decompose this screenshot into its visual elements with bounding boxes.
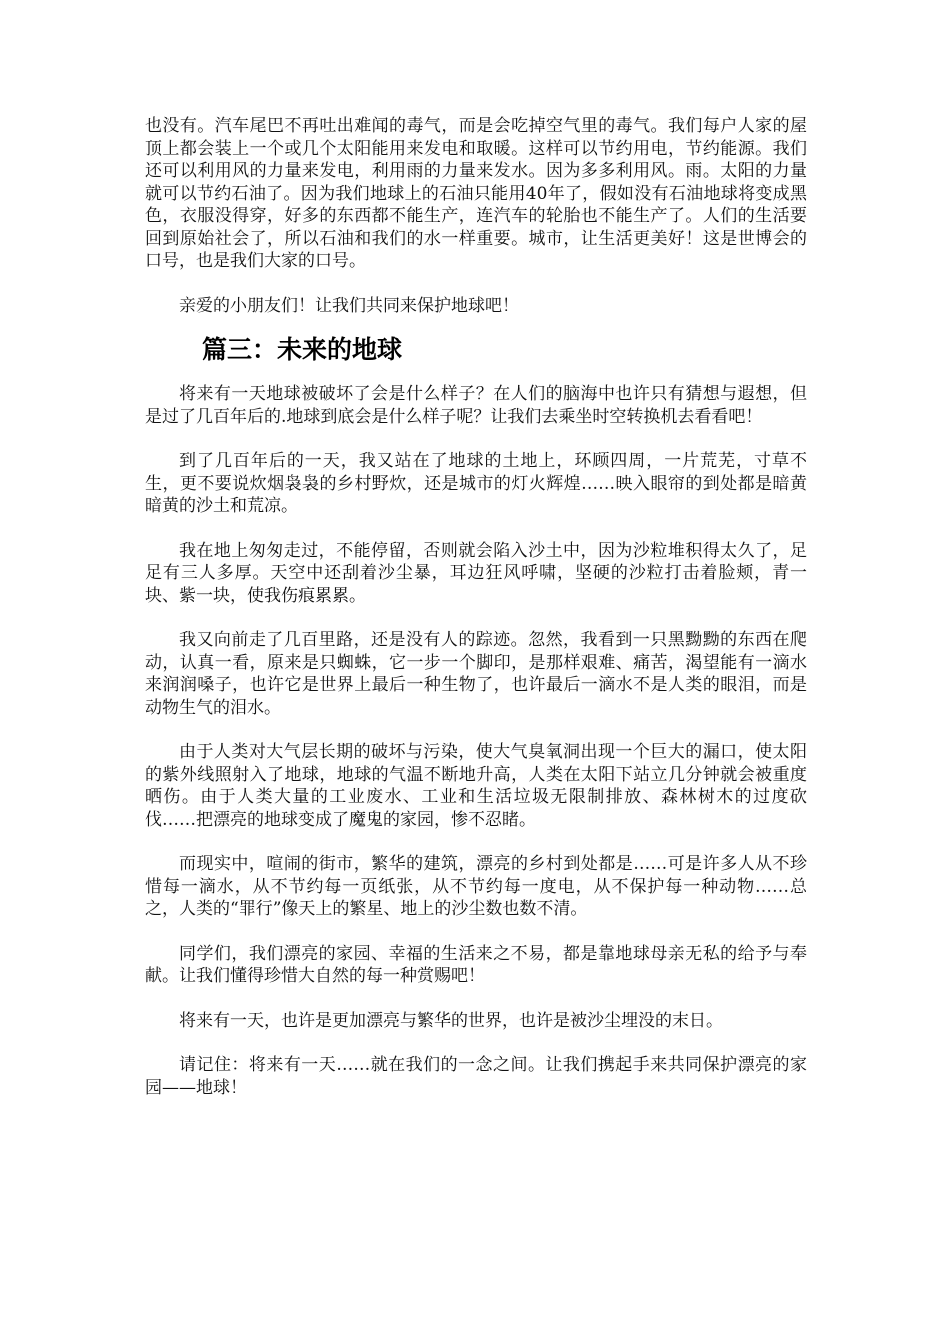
paragraph-2: 到了几百年后的一天，我又站在了地球的土地上，环顾四周，一片荒芜，寸草不生，更不要说炊烟袅袅的乡村野炊，还是城市的灯火辉煌……映入眼帘的到处都是暗黄暗黄的沙土和荒凉。 bbox=[145, 451, 807, 516]
paragraph-3: 我在地上匆匆走过，不能停留，否则就会陷入沙土中，因为沙粒堆积得太久了，足足有三人多厚。天空中还刮着沙尘暴，耳边狂风呼啸，坚硬的沙粒打击着脸颊，青一块、紫一块，使我伤痕累累。 bbox=[145, 540, 807, 606]
paragraph-8: 将来有一天，也许是更加漂亮与繁华的世界，也许是被沙尘埋没的末日。 bbox=[179, 1010, 723, 1031]
continuation-paragraph: 也没有。汽车尾巴不再吐出难闻的毒气，而是会吃掉空气里的毒气。我们每户人家的屋顶上都会装上一个或几个太阳能用来发电和取暖。这样可以节约用电，节约能源。我们还可以利用风的力量来发电，利用雨的力量来发水。因为多多利用风。雨。太阳的力量就可以节约石油了。因为我们地球上的石油只能用40年了，假如没有石油地球将变成黑色，衣服没得穿，好多的东西都不能生产，连汽车的轮胎也不能生产了。人们的生活要回到原始社会了，所以石油和我们的水一样重要。城市，让生活更美好！这是世博会的口号，也是我们大家的口号。 bbox=[145, 116, 807, 271]
paragraph-1: 将来有一天地球被破坏了会是什么样子？在人们的脑海中也许只有猜想与遐想，但是过了几百年后的.地球到底会是什么样子呢？让我们去乘坐时空转换机去看看吧！ bbox=[145, 384, 807, 427]
closing-line: 亲爱的小朋友们！让我们共同来保护地球吧！ bbox=[179, 295, 519, 316]
paragraph-9: 请记住：将来有一天……就在我们的一念之间。让我们携起手来共同保护漂亮的家园——地球！ bbox=[145, 1055, 807, 1098]
paragraph-4: 我又向前走了几百里路，还是没有人的踪迹。忽然，我看到一只黑黝黝的东西在爬动，认真一看，原来是只蜘蛛，它一步一个脚印，是那样艰难、痛苦，渴望能有一滴水来润润嗓子，也许它是世界上最后一种生物了，也许最后一滴水不是人类的眼泪，而是动物生气的泪水。 bbox=[145, 630, 807, 718]
paragraph-5: 由于人类对大气层长期的破坏与污染，使大气臭氧洞出现一个巨大的漏口，使太阳的紫外线照射入了地球，地球的气温不断地升高，人类在太阳下站立几分钟就会被重度晒伤。由于人类大量的工业废水、工业和生活垃圾无限制排放、森林树木的过度砍伐……把漂亮的地球变成了魔鬼的家园，惨不忍睹。 bbox=[145, 742, 807, 830]
paragraph-6: 而现实中，喧闹的街市，繁华的建筑，漂亮的乡村到处都是……可是许多人从不珍惜每一滴水，从不节约每一页纸张，从不节约每一度电，从不保护每一种动物……总之，人类的“罪行”像天上的繁星、地上的沙尘数也数不清。 bbox=[145, 854, 807, 919]
document-body bbox=[145, 115, 807, 1099]
paragraph-7: 同学们，我们漂亮的家园、幸福的生活来之不易，都是靠地球母亲无私的给予与奉献。让我们懂得珍惜大自然的每一种赏赐吧！ bbox=[145, 943, 807, 986]
section-heading: 篇三：未来的地球 bbox=[202, 335, 403, 364]
